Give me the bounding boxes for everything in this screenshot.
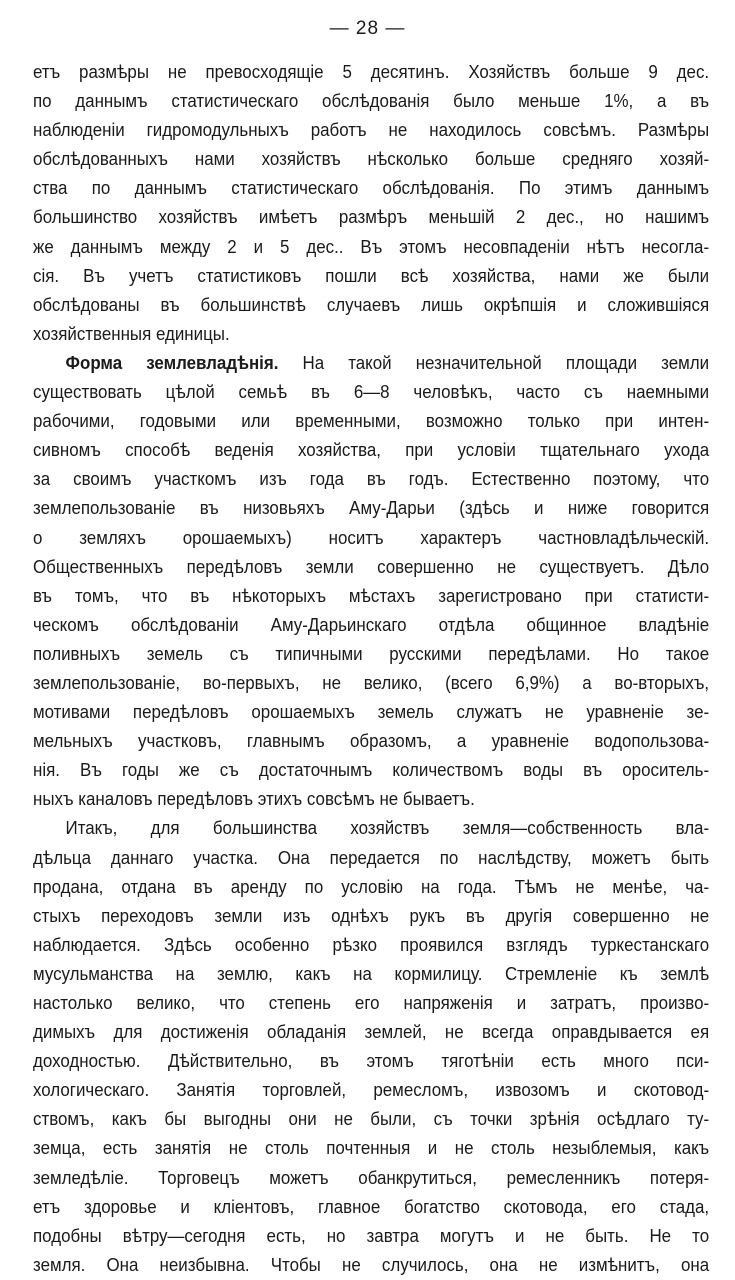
text-line [33, 436, 709, 465]
line-text: о земляхъ орошаемыхъ) носитъ характеръ частновладѣльческій. [33, 527, 710, 548]
text-line [33, 785, 709, 814]
text-line [33, 203, 709, 232]
text-line [33, 262, 709, 291]
line-text: обслѣдованныхъ нами хозяйствъ нѣсколько больше средняго хозяй- [33, 149, 710, 170]
line-text: мельныхъ участковъ, главнымъ образомъ, а уравненіе водопользова- [33, 731, 710, 752]
line-text: наблюденіи гидромодульныхъ работъ не находилось совсѣмъ. Размѣры [33, 120, 710, 141]
line-text: етъ размѣры не превосходящіе 5 десятинъ. Хозяйствъ больше 9 дес. [33, 62, 710, 82]
line-text: земля. Она неизбывна. Чтобы не случилось, она не измѣнитъ, она [33, 1254, 710, 1275]
text-line [33, 553, 709, 582]
text-line [33, 116, 709, 145]
text-line [33, 145, 709, 174]
text-line [33, 582, 709, 611]
line-text: сивномъ способѣ веденія хозяйства, при условіи тщательнаго ухода [33, 440, 710, 461]
text-line [33, 1076, 709, 1105]
section-heading-line [33, 349, 709, 378]
text-line [33, 873, 709, 902]
text-line [33, 640, 709, 669]
text-line [33, 407, 709, 436]
line-text: поливныхъ земель съ типичными русскими передѣлами. Но такое [33, 643, 710, 664]
line-text: земца, есть занятія не столь почтенныя и не столь незыблемыя, какъ [33, 1138, 710, 1159]
line-text: сія. Въ учетъ статистиковъ пошли всѣ хозяйства, нами же были [33, 265, 710, 286]
line-text: Общественныхъ передѣловъ земли совершенно не существуетъ. Дѣло [33, 556, 710, 577]
line-text: большинство хозяйствъ имѣетъ размѣръ меньшій 2 дес., но нашимъ [33, 207, 710, 228]
line-text: ныхъ каналовъ передѣловъ этихъ совсѣмъ не бываетъ. [33, 789, 475, 810]
line-text: ческомъ обслѣдованіи Аму-Дарьинскаго отдѣла общинное владѣніе [33, 614, 710, 635]
line-text: по даннымъ статистическаго обслѣдованія было меньше 1%, а въ [33, 91, 710, 112]
text-line [33, 1134, 709, 1163]
text-line [33, 1164, 709, 1193]
line-text: доходностью. Дѣйствительно, въ этомъ тяготѣніи есть много пси- [33, 1051, 710, 1072]
body-text [33, 58, 709, 1280]
line-text: Итакъ, для большинства хозяйствъ земля—собственность вла- [65, 818, 710, 839]
text-line [33, 233, 709, 262]
page-number: — 28 — [329, 18, 406, 39]
line-text: землепользованіе въ низовьяхъ Аму-Дарьи (здѣсь и ниже говорится [33, 498, 710, 519]
line-text: етъ здоровье и кліентовъ, главное богатство скотовода, его стада, [33, 1196, 710, 1217]
line-text: рабочими, годовыми или временными, возможно только при интен- [33, 411, 710, 432]
text-line [33, 756, 709, 785]
text-line [33, 1047, 709, 1076]
line-text: же даннымъ между 2 и 5 дес.. Въ этомъ несовпаденіи нѣтъ несогла- [33, 236, 710, 257]
text-line [33, 727, 709, 756]
line-text: дѣльца даннаго участка. Она передается по наслѣдству, можетъ быть [33, 847, 710, 868]
line-text: за своимъ участкомъ изъ года въ годъ. Естественно поэтому, что [33, 469, 710, 490]
line-text: земледѣліе. Торговецъ можетъ обанкрутиться, ремесленникъ потеря- [33, 1167, 710, 1188]
line-text: ствомъ, какъ бы выгодны они не были, съ точки зрѣнія осѣдлаго ту- [33, 1109, 710, 1130]
text-line [33, 611, 709, 640]
text-line [33, 174, 709, 203]
line-text: обслѣдованы въ большинствѣ случаевъ лишь окрѣпшія и сложившіяся [33, 294, 710, 315]
text-line [33, 320, 709, 349]
text-line [33, 465, 709, 494]
line-text: ства по даннымъ статистическаго обслѣдованія. По этимъ даннымъ [33, 178, 710, 199]
line-text: землепользованіе, во-первыхъ, не велико, (всего 6,9%) а во-вторыхъ, [33, 672, 710, 693]
line-text: На такой незначительной площади земли [278, 352, 710, 373]
line-text: подобны вѣтру—сегодня есть, но завтра могутъ и не быть. Не то [33, 1225, 710, 1246]
line-text: хологическаго. Занятія торговлей, ремесломъ, извозомъ и скотовод- [33, 1080, 710, 1101]
text-line [33, 989, 709, 1018]
text-line [33, 378, 709, 407]
text-line [33, 698, 709, 727]
text-line [33, 960, 709, 989]
text-line [33, 494, 709, 523]
text-line [33, 1105, 709, 1134]
text-line [33, 1222, 709, 1251]
text-line [33, 931, 709, 960]
line-text: димыхъ для достиженія обладанія землей, не всегда оправдывается ея [33, 1022, 710, 1043]
line-text: стыхъ переходовъ земли изъ однѣхъ рукъ въ другія совершенно не [33, 905, 710, 926]
text-line [33, 87, 709, 116]
line-text: нія. Въ годы же съ достаточнымъ количествомъ воды въ ороситель- [33, 760, 710, 781]
line-text: въ томъ, что въ нѣкоторыхъ мѣстахъ зарегистровано при статисти- [33, 585, 710, 606]
text-line [33, 669, 709, 698]
section-heading: Форма землевладѣнія. [65, 352, 279, 373]
text-line [33, 814, 709, 843]
line-text: мотивами передѣловъ орошаемыхъ земель служатъ не уравненіе зе- [33, 702, 710, 723]
text-line [33, 291, 709, 320]
text-line [33, 902, 709, 931]
line-text: продана, отдана въ аренду по условію на года. Тѣмъ не менѣе, ча- [33, 876, 710, 897]
text-line [33, 524, 709, 553]
text-line [33, 1018, 709, 1047]
line-text: наблюдается. Здѣсь особенно рѣзко проявился взглядъ туркестанскаго [33, 934, 710, 955]
line-text: хозяйственныя единицы. [33, 323, 230, 344]
line-text: существовать цѣлой семьѣ въ 6—8 человѣкъ, часто съ наемными [33, 382, 710, 403]
text-line [33, 1193, 709, 1222]
text-line [33, 1251, 709, 1280]
line-text: мусульманства на землю, какъ на кормилицу. Стремленіе къ землѣ [33, 963, 710, 984]
line-text: настолько велико, что степень его напряженія и затратъ, произво- [33, 993, 710, 1013]
text-line [33, 844, 709, 873]
text-line [33, 58, 709, 87]
